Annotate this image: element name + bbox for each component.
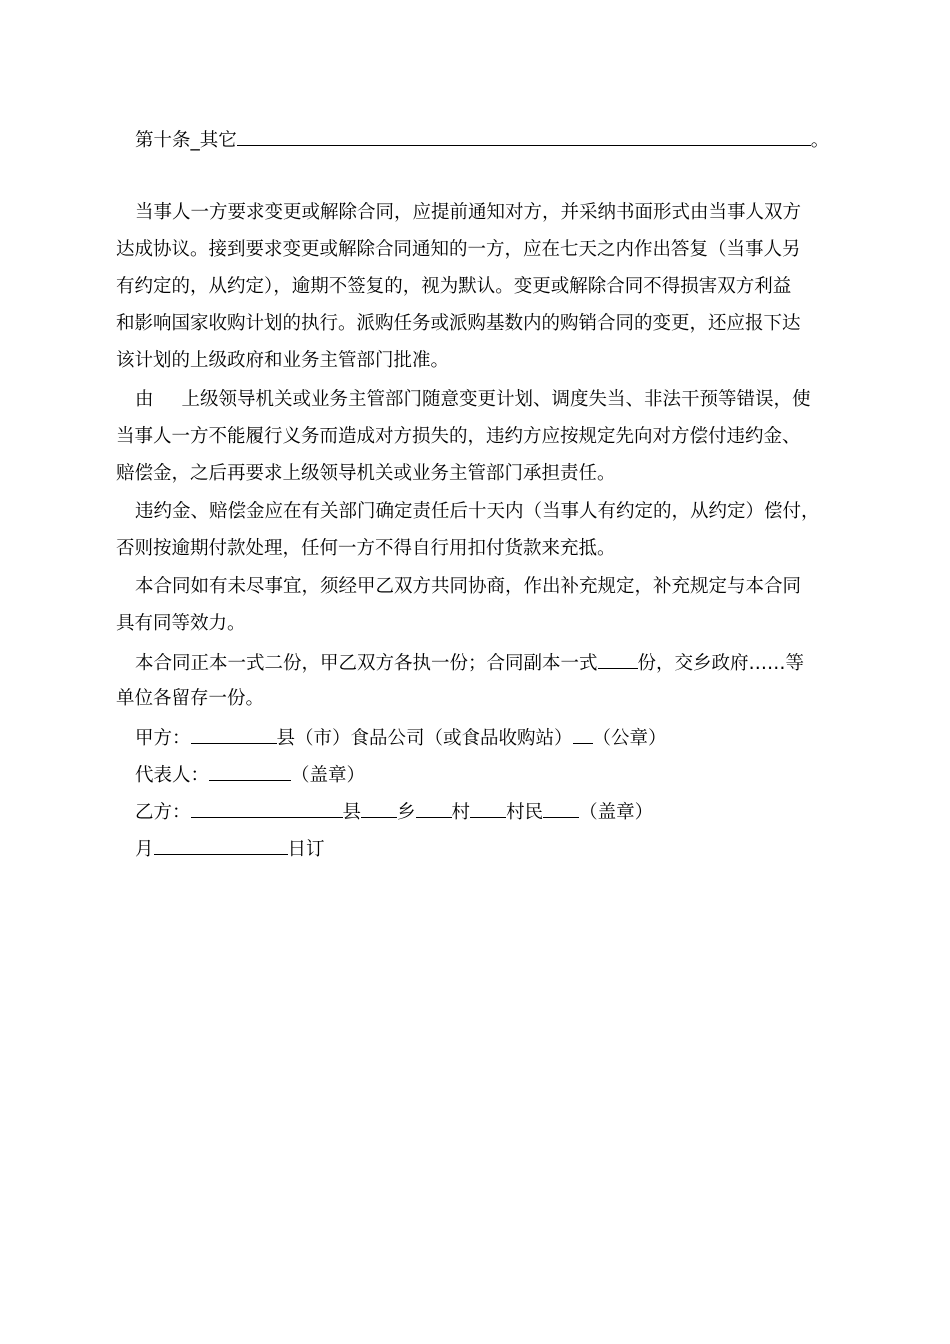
date-month: 月 (135, 839, 154, 860)
paragraph-1-line-2: 达成协议。接到要求变更或解除合同通知的一方，应在七天之内作出答复（当事人另 (116, 239, 801, 260)
article-10-label: 第十条_其它 (135, 130, 237, 151)
paragraph-2-line-3: 赔偿金，之后再要求上级领导机关或业务主管部门承担责任。 (116, 463, 616, 484)
paragraph-4-line-1: 本合同如有未尽事宜，须经甲乙双方共同协商，作出补充规定，补充规定与本合同 (135, 576, 802, 597)
article-10-blank (237, 127, 811, 146)
party-b-village-blank (416, 799, 452, 818)
party-b-villager-blank (470, 799, 506, 818)
party-b-village: 村 (451, 802, 471, 823)
article-10-line (135, 127, 829, 153)
representative-seal: （盖章） (291, 765, 366, 786)
paragraph-2-line-1-text: 上级领导机关或业务主管部门随意变更计划、调度失当、非法干预等错误，使 (181, 389, 811, 410)
date-line (135, 836, 325, 862)
party-b-township: 乡 (397, 802, 416, 823)
party-a-seal: （公章） (592, 728, 667, 749)
paragraph-5-text-b: 份，交乡政府……等 (637, 653, 805, 674)
party-a-station-blank (573, 725, 593, 744)
party-b-name-blank (543, 799, 579, 818)
paragraph-2-line-1 (135, 388, 811, 412)
paragraph-2-first-word: 由 (135, 389, 154, 410)
paragraph-1-line-3: 有约定的，从约定），逾期不签复的，视为默认。变更或解除合同不得损害双方利益 (116, 276, 792, 297)
paragraph-5-line-1 (135, 650, 804, 676)
paragraph-2-line-2: 当事人一方不能履行义务而造成对方损失的，违约方应按规定先向对方偿付违约金、 (116, 426, 801, 447)
representative-label: 代表人： (135, 765, 210, 786)
representative-blank (209, 762, 291, 781)
party-b-villager: 村民 (506, 802, 544, 823)
paragraph-1-line-1: 当事人一方要求变更或解除合同，应提前通知对方，并采纳书面形式由当事人双方 (135, 202, 802, 223)
paragraph-4-line-2: 具有同等效力。 (116, 613, 246, 634)
paragraph-1-line-4: 和影响国家收购计划的执行。派购任务或派购基数内的购销合同的变更，还应报下达 (116, 313, 801, 334)
party-a-line (135, 725, 667, 751)
party-b-county: 县 (342, 802, 362, 823)
paragraph-3-line-1: 违约金、赔偿金应在有关部门确定责任后十天内（当事人有约定的，从约定）偿付， (135, 501, 820, 522)
party-b-county-blank (191, 799, 343, 818)
party-a-county-blank (191, 725, 277, 744)
party-b-seal: （盖章） (579, 802, 654, 823)
paragraph-1-line-5: 该计划的上级政府和业务主管部门批准。 (116, 350, 450, 371)
party-b-label: 乙方： (135, 802, 191, 823)
article-10-end: 。 (810, 130, 830, 151)
paragraph-5-line-2: 单位各留存一份。 (116, 688, 265, 709)
paragraph-5-text-a: 本合同正本一式二份，甲乙双方各执一份；合同副本一式 (135, 653, 598, 674)
representative-line (135, 762, 365, 788)
party-b-line (135, 799, 653, 825)
date-blank (154, 836, 288, 855)
paragraph-3-line-2: 否则按逾期付款处理，任何一方不得自行用扣付货款来充抵。 (116, 538, 616, 559)
copies-blank (598, 650, 638, 669)
date-end: 日订 (287, 839, 325, 860)
party-a-label: 甲方： (135, 728, 191, 749)
party-a-company: 县（市）食品公司（或食品收购站） (276, 728, 573, 749)
party-b-township-blank (361, 799, 397, 818)
